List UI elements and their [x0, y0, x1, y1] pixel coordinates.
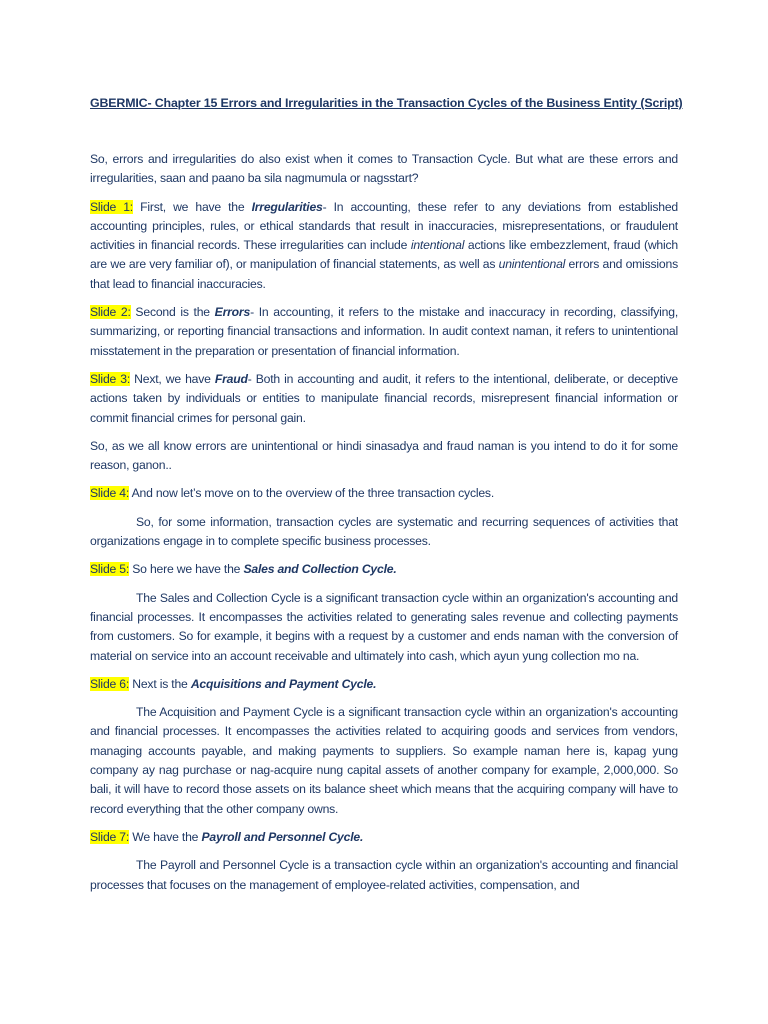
text-run: - In accounting, it refers to the mistake and inaccuracy in recording, classifying, summarizing, or reporting financial transactions and information. In audit context naman, it refers to unintentional misstatement in the preparation or presentation of financial information. — [90, 305, 679, 358]
text-run: Second is the — [130, 305, 215, 320]
payroll-cycle-paragraph: The Payroll and Personnel Cycle is a transaction cycle within an organization's accounting and financial processes that focuses on the management of employee-related activities, compensation, and — [90, 858, 678, 892]
document-title: GBERMIC- Chapter 15 Errors and Irregularities in the Transaction Cycles of the Business Entity (Script) — [90, 96, 683, 110]
term-errors: Errors — [214, 305, 251, 320]
term-acquisitions-payment-cycle: Acquisitions and Payment Cycle. — [190, 676, 377, 691]
term-sales-collection-cycle: Sales and Collection Cycle. — [243, 562, 397, 577]
text-run: errors and omissions that lead to financial inaccuracies. — [90, 257, 678, 291]
slide-7-paragraph — [90, 828, 678, 847]
text-run: - Both in accounting and audit, it refers to the intentional, deliberate, or deceptive actions taken by individuals or entities to manipulate financial records, misrepresent financial information or commit financial crimes for personal gain. — [90, 371, 678, 425]
cycles-overview-paragraph: So, for some information, transaction cycles are systematic and recurring sequences of activities that organizations engage in to complete specific business processes. — [90, 514, 678, 549]
slide-label: Slide 2: — [90, 305, 131, 320]
slide-label: Slide 3: — [90, 371, 131, 386]
slide-6-paragraph — [90, 675, 678, 694]
text-run: And now let’s move on to the overview of the three transaction cycles. — [129, 486, 495, 501]
text-run: actions like embezzlement, fraud (which are we are very familiar of), or manipulation of financial statements, as well as — [90, 238, 678, 272]
slide-2-paragraph — [90, 303, 678, 361]
term-irregularities: Irregularities — [251, 199, 323, 214]
text-run: - In accounting, these refer to any deviations from established accounting principles, rules, or ethical standards that result in inaccuracies, misrepresentations, or fraudulent activities in financial records. These irregularities can include — [90, 199, 678, 253]
text-run: We have the — [129, 829, 202, 844]
text-run: Next, we have — [130, 371, 215, 386]
term-payroll-personnel-cycle: Payroll and Personnel Cycle. — [201, 829, 364, 844]
emphasis-intentional: intentional — [410, 238, 465, 253]
slide-label: Slide 4: — [90, 486, 130, 501]
slide-4-paragraph — [90, 484, 678, 503]
slide-label: Slide 7: — [90, 829, 130, 844]
slide-label: Slide 5: — [90, 562, 130, 577]
emphasis-unintentional: unintentional — [498, 257, 566, 272]
slide-1-paragraph — [90, 198, 678, 294]
slide-label: Slide 6: — [90, 676, 130, 691]
term-fraud: Fraud — [214, 371, 248, 386]
text-run: Next is the — [129, 676, 191, 691]
slide-label: Slide 1: — [90, 199, 133, 214]
intro-paragraph: So, errors and irregularities do also exist when it comes to Transaction Cycle. But what are these errors and irregularities, saan and paano ba sila nagmumula or nagsstart? — [90, 152, 678, 186]
acquisition-cycle-paragraph: The Acquisition and Payment Cycle is a significant transaction cycle within an organization's accounting and financial processes. It encompasses the activities related to acquiring goods and services from vendors, managing accounts payable, and making payments to suppliers. So example naman here is, kapag yung company ay nag purchase or nag-acquire nung capital assets of another company for example, 2,000,000. So bali, it will have to record those assets on its balance sheet which means that the acquiring company will have to record everything that the other company owns. — [90, 705, 678, 816]
text-run: So here we have the — [129, 562, 244, 577]
text-run: First, we have the — [132, 199, 252, 214]
fraud-summary-paragraph: So, as we all know errors are unintentional or hindi sinasadya and fraud naman is you intend to do it for some reason, ganon.. — [90, 438, 678, 473]
slide-3-paragraph — [90, 370, 678, 428]
document-body — [90, 150, 678, 904]
sales-cycle-paragraph: The Sales and Collection Cycle is a significant transaction cycle within an organization's accounting and financial processes. It encompasses the activities related to generating sales revenue and collecting payments from customers. So for example, it begins with a request by a customer and ends naman with the conversion of material on service into an account receivable and ultimately into cash, which ayun yung collection mo na. — [90, 590, 678, 663]
slide-5-paragraph — [90, 560, 678, 579]
